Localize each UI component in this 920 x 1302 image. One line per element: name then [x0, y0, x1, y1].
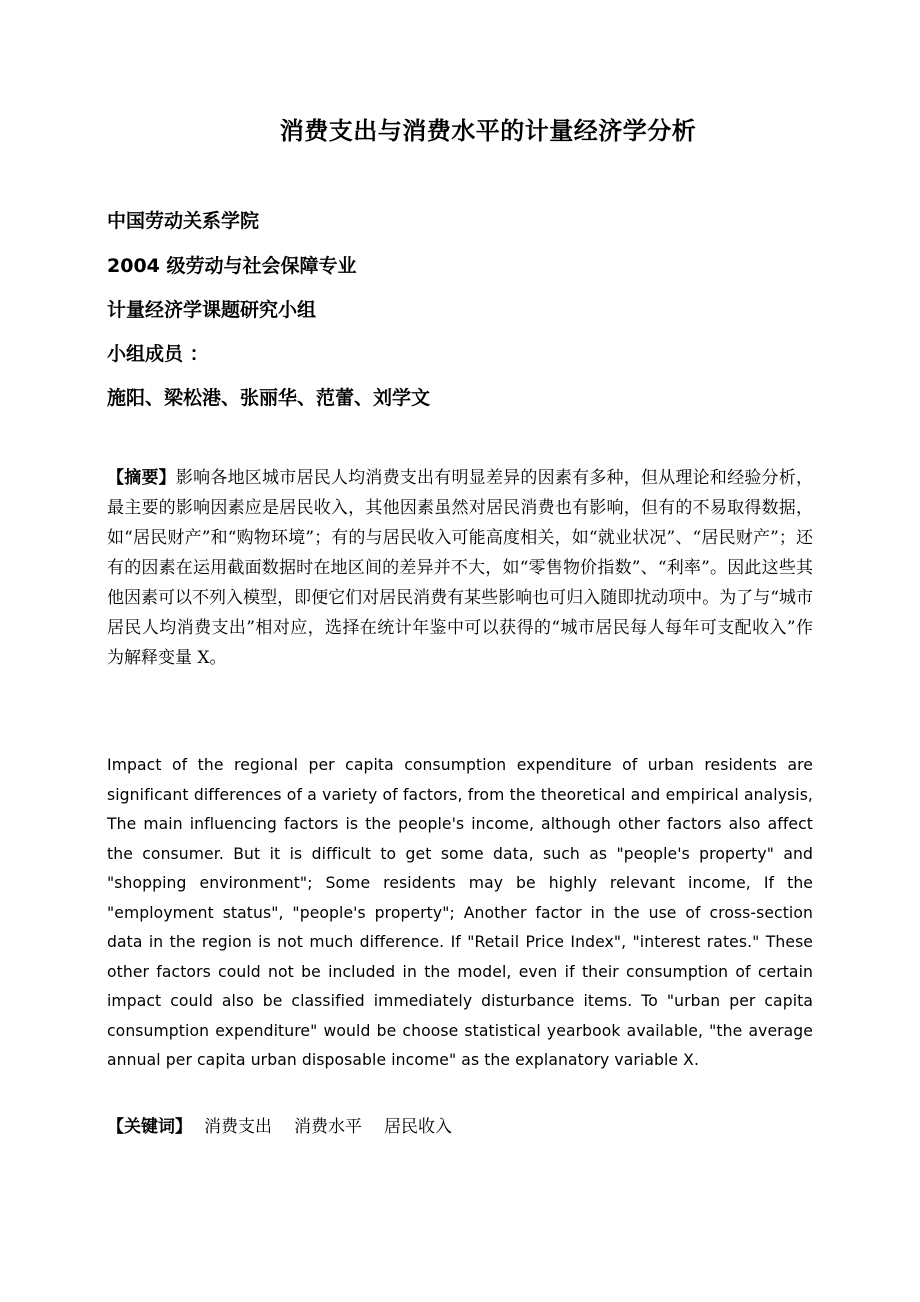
institution: 中国劳动关系学院 [107, 210, 260, 232]
keywords-label: 【关键词】 [107, 1117, 192, 1137]
abstract-chinese [107, 463, 813, 673]
keyword-item: 居民收入 [384, 1117, 452, 1137]
major: 2004 级劳动与社会保障专业 [107, 255, 357, 277]
document-title: 消费支出与消费水平的计量经济学分析 [279, 117, 697, 145]
members-list: 施阳、梁松港、张丽华、范蕾、刘学文 [107, 387, 431, 409]
abstract-chinese-text: 影响各地区城市居民人均消费支出有明显差异的因素有多种，但从理论和经验分析，最主要的影响因素应是居民收入，其他因素虽然对居民消费也有影响，但有的不易取得数据，如“居民财产”和“购物环境”；有的与居民收入可能高度相关，如“就业状况”、“居民财产”；还有的因素在运用截面数据时在地区间的差异并不大，如“零售物价指数”、“利率”。因此这些其他因素可以不列入模型，即便它们对居民消费有某些影响也可归入随即扰动项中。为了与“城市居民人均消费支出”相对应，选择在统计年鉴中可以获得的“城市居民每人每年可支配收入”作为解释变量 X。 [107, 468, 814, 668]
research-group: 计量经济学课题研究小组 [107, 299, 317, 321]
keywords [107, 1113, 813, 1141]
keyword-item: 消费水平 [294, 1117, 362, 1137]
members-label: 小组成员 ： [107, 343, 209, 365]
keyword-item: 消费支出 [204, 1117, 272, 1137]
abstract-english: Impact of the regional per capita consumption expenditure of urban residents are significant differences of a variety of factors, from the theoretical and empirical analysis, The main influencing factors is the people's income, although other factors also affect the consumer. But it is difficult to get some data, such as "people's property" and "shopping environment"; Some residents may be highly relevant income, If the "employment status", "people's property"; Another factor in the use of cross-section data in the region is not much difference. If "Retail Price Index", "interest rates." These other factors could not be included in the model, even if their consumption of certain impact could also be classified immediately disturbance items. To "urban per capita consumption expenditure" would be choose statistical yearbook available, "the average annual per capita urban disposable income" as the explanatory variable X. [107, 756, 813, 1069]
abstract-label: 【摘要】 [107, 468, 176, 488]
